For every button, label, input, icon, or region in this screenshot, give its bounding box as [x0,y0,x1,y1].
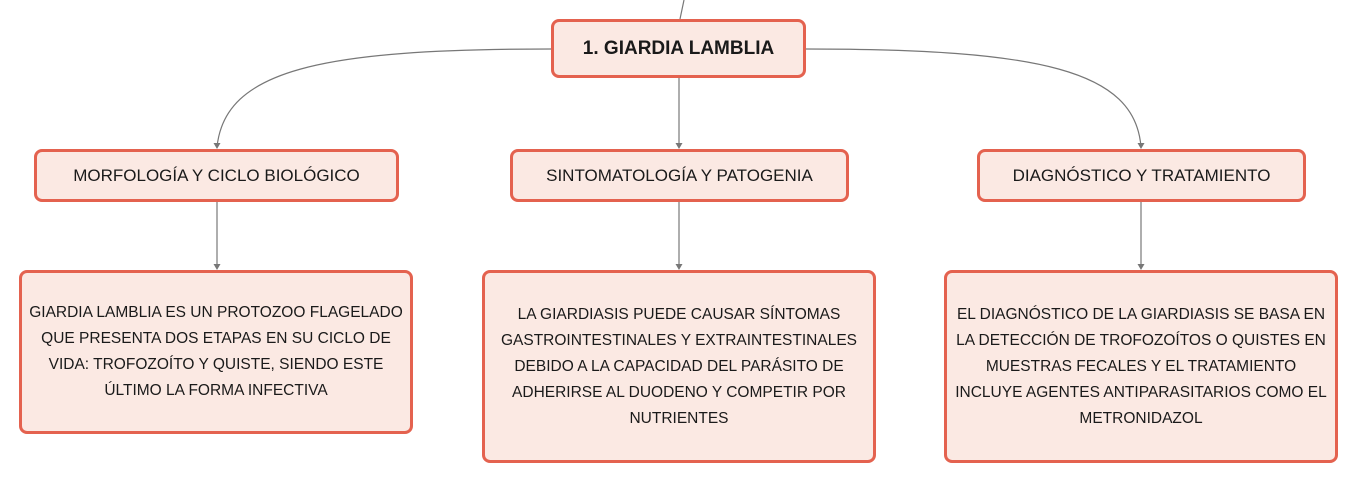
branch-node-sintomatologia[interactable] [510,149,849,202]
root-topic-label: 1. GIARDIA LAMBLIA [582,37,775,59]
detail-text-sintomatologia: LA GIARDIASIS PUEDE CAUSAR SÍNTOMAS GASTROINTESTINALES Y EXTRAINTESTINALES DEBIDO A LA CAPACIDAD DEL PARÁSITO DE ADHERIRSE AL DUODENO Y COMPETIR POR NUTRIENTES [500,305,857,427]
detail-node-sintomatologia[interactable] [482,270,876,463]
root-topic-node[interactable] [551,19,806,78]
branch-label-sintomatologia: SINTOMATOLOGÍA Y PATOGENIA [546,165,813,185]
branch-label-morfologia: MORFOLOGÍA Y CICLO BIOLÓGICO [73,165,360,185]
connector-parent-to-root [680,0,684,19]
detail-node-morfologia[interactable] [19,270,413,434]
detail-node-diagnostico[interactable] [944,270,1338,463]
branch-node-diagnostico[interactable] [977,149,1306,202]
connector-root-to-branch-3 [806,49,1141,147]
branch-node-morfologia[interactable] [34,149,399,202]
detail-text-diagnostico: EL DIAGNÓSTICO DE LA GIARDIASIS SE BASA EN LA DETECCIÓN DE TROFOZOÍTOS O QUISTES EN MUESTRAS FECALES Y EL TRATAMIENTO INCLUYE AGENTES ANTIPARASITARIOS COMO EL METRONIDAZOL [955,305,1327,427]
branch-label-diagnostico: DIAGNÓSTICO Y TRATAMIENTO [1012,165,1271,185]
connector-root-to-branch-1 [217,49,551,147]
detail-text-morfologia: GIARDIA LAMBLIA ES UN PROTOZOO FLAGELADO QUE PRESENTA DOS ETAPAS EN SU CICLO DE VIDA: TROFOZOÍTO Y QUISTE, SIENDO ESTE ÚLTIMO LA FORMA INFECTIVA [29,304,403,399]
